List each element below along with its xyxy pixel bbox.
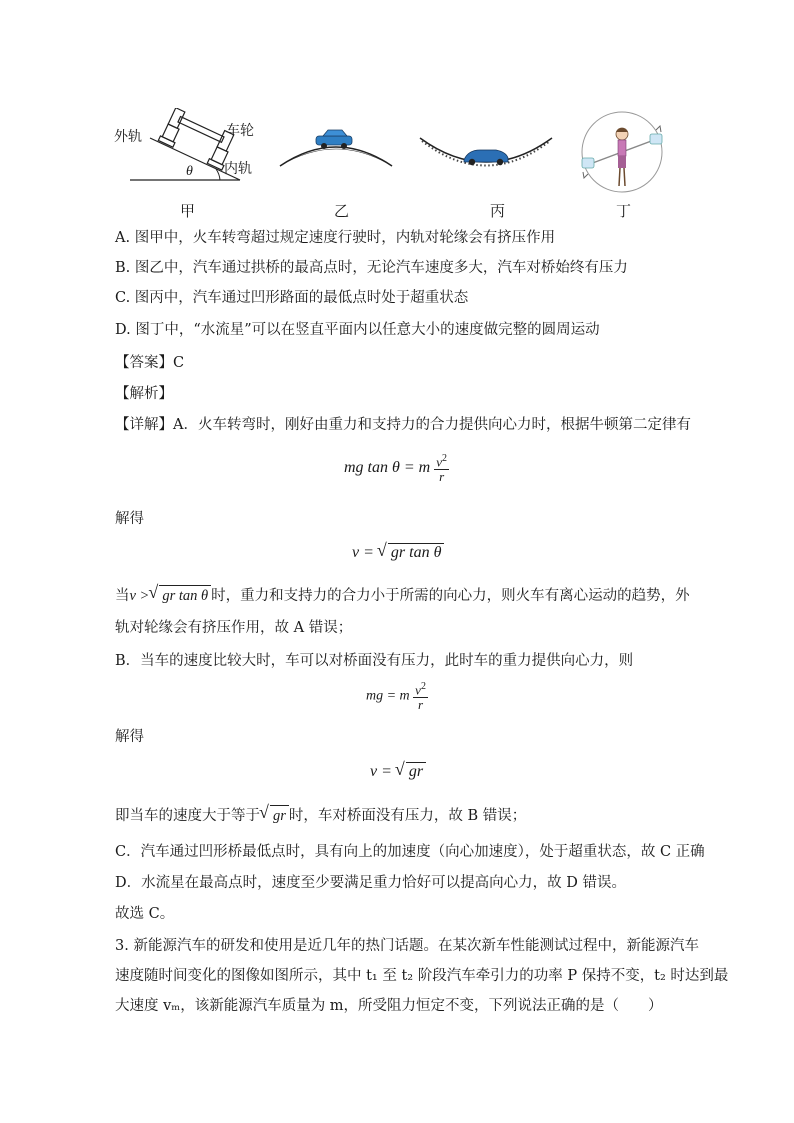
figure-yi	[276, 108, 396, 218]
b-condition-root: √ gr	[270, 805, 289, 826]
label-theta: θ	[186, 164, 193, 179]
equation-3	[366, 680, 428, 712]
option-a: A. 图甲中，火车转弯超过规定速度行驶时，内轨对轮缘会有挤压作用	[115, 230, 556, 246]
choice: 故选 C。	[115, 906, 175, 922]
label-inner-rail: 内轨	[224, 161, 252, 177]
a-condition	[115, 585, 690, 606]
option-d: D. 图丁中，“水流星”可以在竖直平面内以任意大小的速度做完整的圆周运动	[115, 322, 600, 338]
equation-1	[344, 452, 449, 484]
caption-ding: 丁	[616, 202, 632, 220]
a-condition-root: √ gr tan θ	[159, 585, 211, 606]
solve-2: 解得	[115, 729, 144, 745]
detail-a: 【详解】A．火车转弯时，刚好由重力和支持力的合力提供向心力时，根据牛顿第二定律有	[115, 417, 691, 433]
cup-icon	[650, 134, 662, 144]
figure-ding	[578, 108, 678, 218]
caption-jia: 甲	[180, 202, 196, 220]
equation-3-num: v	[415, 682, 421, 698]
equation-1-num: v	[436, 454, 442, 470]
answer: 【答案】C	[115, 355, 185, 371]
equation-1-lhs: mg tan θ = m	[344, 458, 431, 476]
b-condition-suffix: 时，车对桥面没有压力，故 B 错误；	[288, 808, 527, 824]
figure-bing	[416, 108, 556, 218]
question-3-line-3: 大速度 vₘ，该新能源汽车质量为 m，所受阻力恒定不变，下列说法正确的是（ ）	[115, 998, 663, 1014]
equation-3-den: r	[418, 697, 424, 713]
girl-icon	[616, 128, 628, 186]
a-condition-math: v >	[129, 588, 150, 604]
detail-b: B．当车的速度比较大时，车可以对桥面没有压力，此时车的重力提供向心力，则	[115, 653, 634, 669]
concave-road-diagram	[416, 108, 556, 198]
a-condition-prefix: 当	[115, 588, 130, 604]
caption-bing: 丙	[490, 202, 506, 220]
equation-2	[352, 543, 444, 562]
solve-1: 解得	[115, 511, 144, 527]
option-c: C. 图丙中，汽车通过凹形路面的最低点时处于超重状态	[115, 290, 469, 306]
water-meteor-diagram	[578, 108, 678, 198]
equation-4-root: √ gr	[406, 762, 426, 781]
equation-3-fraction	[413, 680, 428, 712]
caption-yi: 乙	[334, 202, 350, 220]
equation-3-num-sup: 2	[420, 681, 426, 692]
equation-4-lhs: v =	[370, 763, 396, 780]
equation-4	[370, 762, 426, 781]
detail-d: D．水流星在最高点时，速度至少要满足重力恰好可以提高向心力，故 D 错误。	[115, 875, 626, 891]
a-condition-suffix: 时，重力和支持力的合力小于所需的向心力，则火车有离心运动的趋势，外	[211, 588, 690, 604]
figure-jia	[114, 108, 260, 220]
figures-row	[114, 108, 680, 220]
equation-3-lhs: mg = m	[366, 688, 410, 704]
label-outer-rail: 外轨	[114, 129, 142, 145]
analysis-title: 【解析】	[115, 386, 173, 402]
sports-car-icon	[464, 150, 508, 165]
arch-bridge-diagram	[276, 108, 396, 198]
detail-c: C．汽车通过凹形桥最低点时，具有向上的加速度（向心加速度），处于超重状态，故 C 正确	[115, 844, 705, 860]
equation-1-num-sup: 2	[442, 453, 447, 464]
equation-1-den: r	[439, 469, 445, 485]
option-b: B. 图乙中，汽车通过拱桥的最高点时，无论汽车速度多大，汽车对桥始终有压力	[115, 260, 628, 276]
label-wheel: 车轮	[226, 123, 254, 139]
b-condition-prefix: 即当车的速度大于等于	[115, 808, 260, 824]
b-condition	[115, 805, 526, 826]
question-3-line-2: 速度随时间变化的图像如图所示，其中 t₁ 至 t₂ 阶段汽车牵引力的功率 P 保持不变，t₂ 时达到最	[115, 968, 729, 984]
cup-icon	[582, 158, 594, 168]
a-condition-line2: 轨对轮缘会有挤压作用，故 A 错误；	[115, 620, 353, 636]
question-3-line-1: 3. 新能源汽车的研发和使用是近几年的热门话题。在某次新车性能测试过程中，新能源汽车	[115, 938, 699, 954]
equation-2-lhs: v =	[352, 544, 378, 561]
equation-1-fraction	[434, 452, 449, 484]
equation-2-root: √ gr tan θ	[388, 543, 445, 562]
car-icon	[316, 130, 352, 149]
